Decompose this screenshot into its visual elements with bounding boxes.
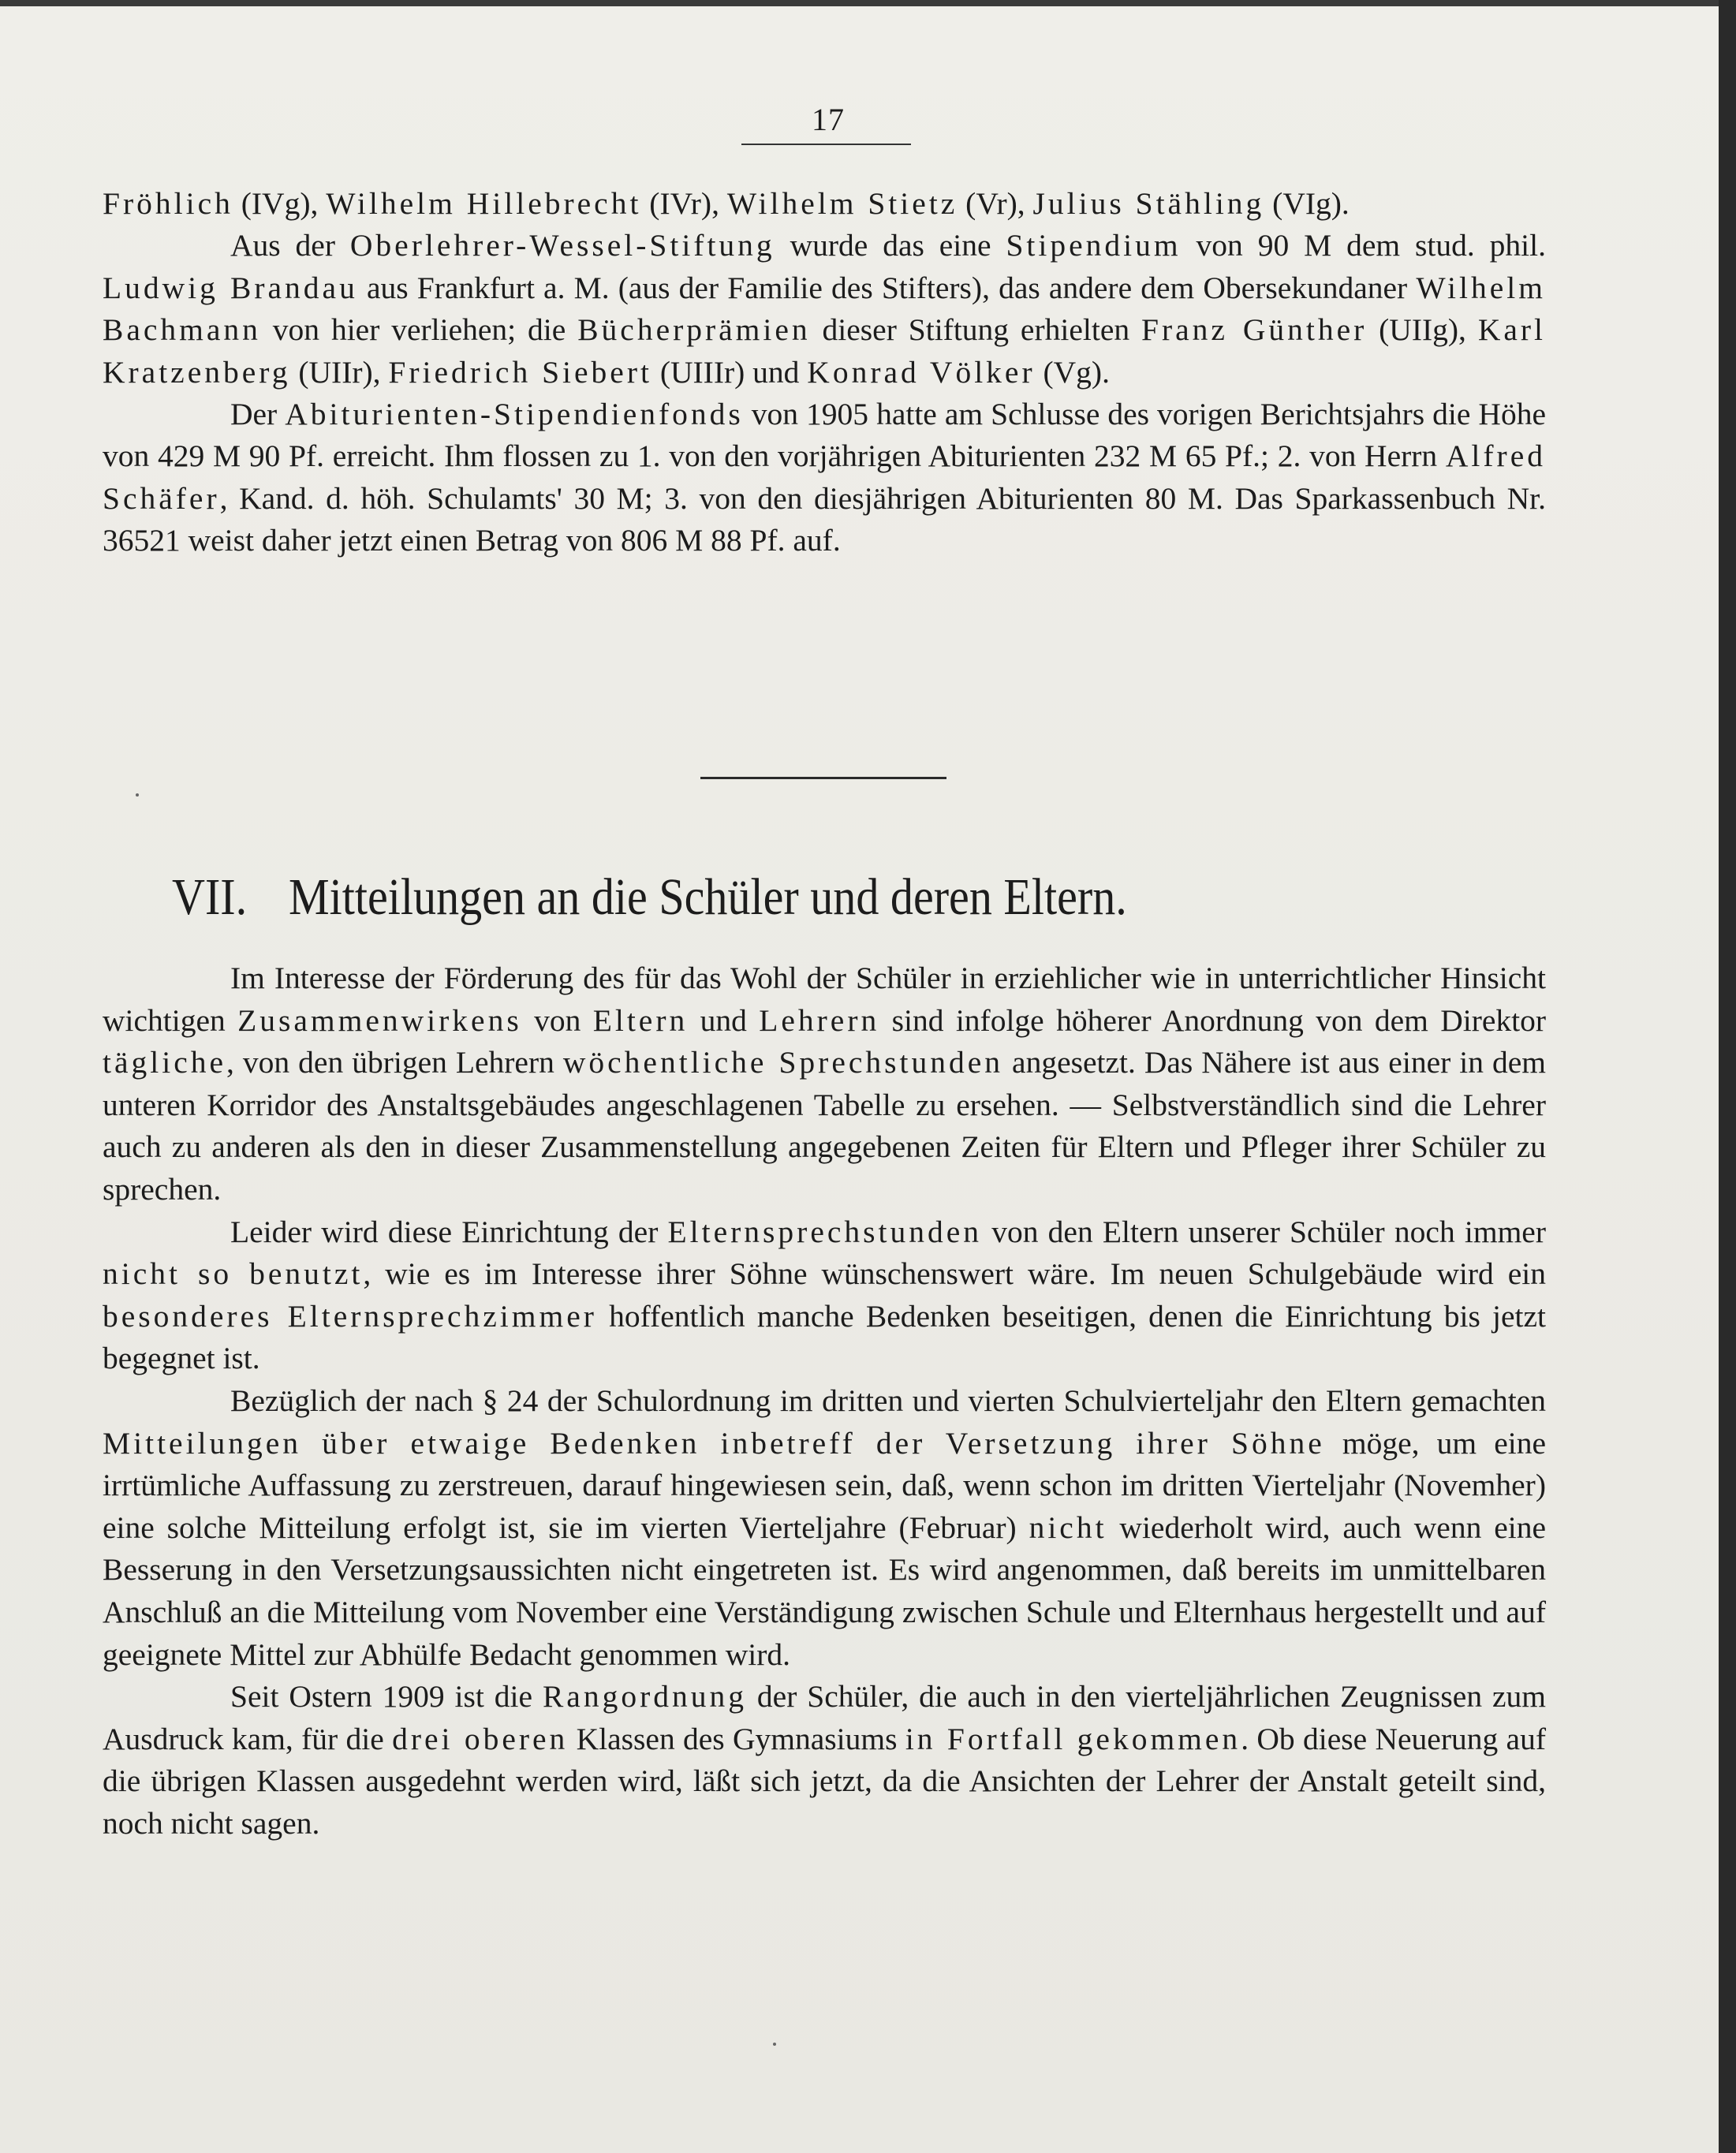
spaced-emphasis: besonderes Elternsprechzimmer xyxy=(103,1298,597,1334)
text-run: , Kand. d. höh. Schulamts' 30 M; 3. von den diesjährigen Abiturienten 80 M. Das Sparkassenbuch Nr. 36521 weist daher jetzt einen Betrag von 806 M 88 Pf. auf. xyxy=(103,480,1546,558)
text-run: angesetzt. Das Nähere ist aus einer in dem unteren Korridor des Anstaltsgebäudes angeschlagenen Tabelle zu ersehen. — Selbstverständlich sind die Lehrer auch zu anderen als den in dieser Zusammenstellung angegebenen Zeiten für Eltern und Pfleger ihrer Schüler zu sprechen. xyxy=(103,1045,1546,1207)
text-run: Klassen des Gymnasiums xyxy=(568,1721,905,1756)
spaced-emphasis: in Fortfall gekommen xyxy=(905,1721,1241,1756)
text-run: (VIg). xyxy=(1264,186,1350,221)
text-run: von 90 M dem stud. phil. xyxy=(1181,228,1546,263)
paragraph-sprechstunden xyxy=(103,957,1546,1211)
spaced-emphasis: wöchentliche Sprechstunden xyxy=(562,1045,1004,1080)
text-run: (Vg). xyxy=(1035,354,1110,390)
text-run: dieser Stiftung erhielten xyxy=(810,312,1141,348)
text-run: (IVr), xyxy=(641,186,727,221)
text-run: . Ob diese Neuerung auf die übrigen Klassen ausgedehnt werden wird, läßt sich jetzt, da die Ansichten der Lehrer der Anstalt geteilt sind, noch nicht sagen. xyxy=(103,1721,1546,1841)
section-numeral: VII. xyxy=(172,868,248,926)
spaced-emphasis: Mitteilungen über etwaige Bedenken inbetreff der Versetzung ihrer Söhne xyxy=(103,1425,1325,1461)
paragraph-versetzung xyxy=(103,1380,1546,1676)
paragraph-stipendienfonds xyxy=(103,394,1546,562)
paragraph-prize-names xyxy=(103,183,1546,225)
text-run: (UIIr), xyxy=(290,354,389,390)
page-number: 17 xyxy=(812,102,845,137)
spaced-emphasis: Alfred Schäfer xyxy=(103,438,1546,516)
text-run: hoffentlich manche Bedenken beseitigen, denen die Einrichtung bis jetzt begegnet ist. xyxy=(103,1298,1546,1376)
spaced-emphasis: Wilhelm Hillebrecht xyxy=(326,186,642,221)
text-run: , wie es im Interesse ihrer Söhne wünschenswert wäre. Im neuen Schulgebäude wird ein xyxy=(363,1256,1546,1292)
text-run: , von den übrigen Lehrern xyxy=(226,1045,563,1080)
spaced-emphasis: Friedrich Siebert xyxy=(388,354,652,390)
spaced-emphasis: Franz Günther xyxy=(1141,312,1368,348)
scan-frame-top xyxy=(0,0,1736,6)
text-run: Im Interesse der Förderung des für das Wohl der Schüler in erziehlicher wie in unterrichtlicher Hinsicht wichtigen xyxy=(103,961,1546,1038)
spaced-emphasis: Wilhelm Stietz xyxy=(726,186,958,221)
spaced-emphasis: nicht xyxy=(1029,1509,1107,1545)
spaced-emphasis: Julius Stähling xyxy=(1032,186,1265,221)
text-run: (Vr), xyxy=(958,186,1033,221)
spaced-emphasis: Abiturienten-Stipendienfonds xyxy=(285,397,744,432)
spaced-emphasis: Karl Kratzenberg xyxy=(103,312,1546,390)
text-run: Bezüglich der nach § 24 der Schulordnung im dritten und vierten Schulvierteljahr den Eltern gemachten xyxy=(230,1382,1546,1418)
spaced-emphasis: Lehrern xyxy=(759,1002,880,1038)
scan-frame-right xyxy=(1719,0,1736,2153)
section-text-bottom xyxy=(103,957,1546,1845)
paragraph-elternsprechstunden xyxy=(103,1211,1546,1380)
text-run: (UIIIr) und xyxy=(651,354,808,390)
paragraph-wessel-stiftung xyxy=(103,225,1546,394)
spaced-emphasis: Konrad Völker xyxy=(807,354,1036,390)
section-title: Mitteilungen an die Schüler und deren Eltern. xyxy=(288,868,1127,926)
text-run: (UIIg), xyxy=(1367,312,1478,348)
spaced-emphasis: Rangordnung xyxy=(542,1679,747,1715)
text-run: von 1905 hatte am Schlusse des vorigen Berichtsjahrs die Höhe von 429 M 90 Pf. erreicht. Ihm flossen zu 1. von den vorjährigen Abiturienten 232 M 65 Pf.; 2. von Herrn xyxy=(103,397,1546,474)
spaced-emphasis: Elternsprechstunden xyxy=(667,1214,983,1249)
section-text-top xyxy=(103,183,1546,562)
text-run: der Schüler, die auch in den vierteljährlichen Zeugnissen zum Ausdruck kam, für die xyxy=(103,1679,1546,1756)
spaced-emphasis: nicht so benutzt xyxy=(103,1256,364,1292)
section-divider xyxy=(700,777,946,779)
spaced-emphasis: Bücherprämien xyxy=(577,312,811,348)
page-number-rule xyxy=(741,144,911,145)
text-run: Der xyxy=(230,397,286,432)
section-heading xyxy=(172,866,1352,929)
spaced-emphasis: tägliche xyxy=(103,1045,227,1080)
text-run: sind infolge höherer Anordnung von dem Direktor xyxy=(879,1002,1547,1038)
text-run: von xyxy=(521,1002,593,1038)
text-run: wurde das eine xyxy=(775,228,1006,263)
spaced-emphasis: Fröhlich xyxy=(103,186,233,221)
text-run: und xyxy=(688,1002,760,1038)
text-run: Seit Ostern 1909 ist die xyxy=(230,1679,543,1715)
text-run: von den Eltern unserer Schüler noch immer xyxy=(982,1214,1546,1249)
text-run: wiederholt wird, auch wenn eine Besserung in den Versetzungsaussichten nicht eingetreten ist. Es wird angenommen, daß bereits im unmittelbaren Anschluß an die Mitteilung vom November eine Verständigung zwischen Schule und Elternhaus hergestellt und auf geeignete Mittel zur Abhülfe Bedacht genommen wird. xyxy=(103,1509,1546,1672)
spaced-emphasis: Ludwig Brandau xyxy=(103,270,358,305)
scan-speck xyxy=(773,2043,776,2046)
scan-speck xyxy=(136,793,139,797)
text-run: möge, um eine irrtümliche Auffassung zu zerstreuen, darauf hingewiesen sein, daß, wenn schon im dritten Vierteljahr (Novemher) eine solche Mitteilung erfolgt ist, sie im vierten Vierteljahre (Februar) xyxy=(103,1425,1546,1545)
spaced-emphasis: Oberlehrer-Wessel-Stiftung xyxy=(349,228,775,263)
spaced-emphasis: Eltern xyxy=(592,1002,689,1038)
text-run: Aus der xyxy=(230,228,350,263)
spaced-emphasis: drei oberen xyxy=(392,1721,569,1756)
paragraph-rangordnung xyxy=(103,1676,1546,1845)
text-run: von hier verliehen; die xyxy=(260,312,578,348)
text-run: aus Frankfurt a. M. (aus der Familie des Stifters), das andere dem Obersekundaner xyxy=(357,270,1417,305)
text-run: (IVg), xyxy=(233,186,327,221)
spaced-emphasis: Stipendium xyxy=(1006,228,1182,263)
spaced-emphasis: Zusammenwirkens xyxy=(237,1002,522,1038)
spaced-emphasis: Wilhelm Bachmann xyxy=(103,270,1546,348)
text-run: Leider wird diese Einrichtung der xyxy=(230,1214,668,1249)
